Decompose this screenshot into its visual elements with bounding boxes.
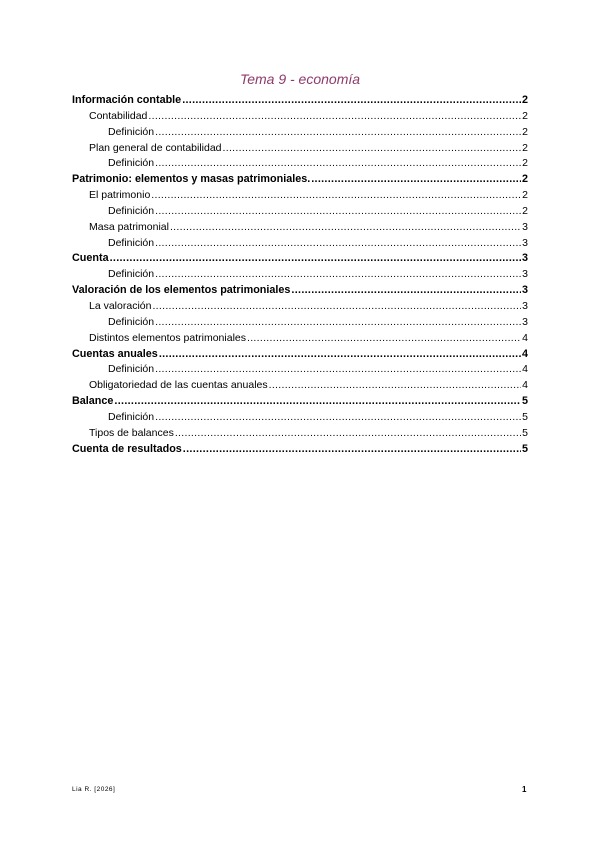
toc-entry-label: Patrimonio: elementos y masas patrimoniales. bbox=[72, 173, 311, 186]
toc-entry-page: 2 bbox=[522, 109, 528, 122]
toc-leader-dots bbox=[175, 426, 521, 442]
toc-entry-page: 4 bbox=[522, 363, 528, 376]
toc-entry-page: 5 bbox=[521, 395, 528, 408]
toc-entry-label: Definición bbox=[108, 157, 155, 170]
toc-entry[interactable] bbox=[72, 93, 528, 109]
toc-entry-page: 3 bbox=[522, 315, 528, 328]
toc-leader-dots bbox=[155, 204, 521, 220]
toc-leader-dots bbox=[223, 141, 522, 157]
toc-leader-dots bbox=[110, 251, 521, 267]
toc-entry[interactable] bbox=[72, 442, 528, 458]
toc-entry-label: La valoración bbox=[89, 299, 152, 312]
toc-entry[interactable] bbox=[72, 315, 528, 331]
toc-entry-page: 5 bbox=[522, 426, 528, 439]
toc-entry-page: 3 bbox=[522, 268, 528, 281]
toc-entry-label: Definición bbox=[108, 268, 155, 281]
toc-leader-dots bbox=[155, 315, 521, 331]
toc-entry-page: 2 bbox=[522, 204, 528, 217]
toc-entry[interactable] bbox=[72, 156, 528, 172]
toc-leader-dots bbox=[151, 188, 521, 204]
toc-entry[interactable] bbox=[72, 109, 528, 125]
toc-leader-dots bbox=[159, 347, 521, 363]
table-of-contents bbox=[72, 93, 528, 457]
toc-entry[interactable] bbox=[72, 267, 528, 283]
toc-entry-page: 2 bbox=[522, 141, 528, 154]
toc-entry-page: 3 bbox=[522, 299, 528, 312]
toc-leader-dots bbox=[311, 172, 521, 188]
toc-leader-dots bbox=[183, 442, 521, 458]
toc-entry-label: Distintos elementos patrimoniales bbox=[89, 331, 246, 344]
toc-entry[interactable] bbox=[72, 299, 528, 315]
toc-leader-dots bbox=[182, 93, 521, 109]
footer-author: Lia R. [2026] bbox=[72, 786, 116, 793]
toc-entry-label: Obligatoriedad de las cuentas anuales bbox=[89, 379, 268, 392]
toc-entry[interactable] bbox=[72, 125, 528, 141]
toc-entry-label: Masa patrimonial bbox=[89, 220, 169, 233]
toc-entry[interactable] bbox=[72, 331, 528, 347]
toc-entry-page: 2 bbox=[521, 94, 528, 106]
toc-entry-page: 2 bbox=[522, 189, 528, 202]
toc-entry-label: Definición bbox=[108, 236, 155, 249]
toc-entry[interactable] bbox=[72, 394, 528, 410]
toc-leader-dots bbox=[291, 283, 521, 299]
toc-entry-label: Cuentas anuales bbox=[72, 347, 158, 360]
toc-leader-dots bbox=[155, 362, 521, 378]
toc-entry-label: El patrimonio bbox=[89, 189, 151, 202]
toc-entry-label: Plan general de contabilidad bbox=[89, 141, 222, 154]
toc-entry[interactable] bbox=[72, 347, 528, 363]
toc-entry-page: 3 bbox=[522, 236, 528, 249]
toc-entry-label: Información contable bbox=[72, 94, 182, 106]
toc-leader-dots bbox=[152, 299, 521, 315]
toc-entry[interactable] bbox=[72, 426, 528, 442]
toc-entry-label: Balance bbox=[72, 395, 114, 408]
toc-entry-label: Definición bbox=[108, 315, 155, 328]
toc-leader-dots bbox=[247, 331, 521, 347]
toc-leader-dots bbox=[114, 394, 521, 410]
toc-leader-dots bbox=[148, 109, 521, 125]
toc-entry-label: Cuenta de resultados bbox=[72, 442, 182, 455]
toc-leader-dots bbox=[269, 378, 522, 394]
toc-leader-dots bbox=[155, 125, 521, 141]
toc-entry[interactable] bbox=[72, 236, 528, 252]
toc-entry[interactable] bbox=[72, 141, 528, 157]
toc-entry-page: 4 bbox=[522, 331, 528, 344]
document-title: Tema 9 - economía bbox=[239, 71, 361, 87]
toc-entry-page: 2 bbox=[522, 157, 528, 170]
toc-entry-page: 5 bbox=[521, 442, 528, 455]
toc-entry[interactable] bbox=[72, 362, 528, 378]
toc-leader-dots bbox=[170, 220, 521, 236]
footer-page-number: 1 bbox=[522, 785, 527, 794]
toc-leader-dots bbox=[155, 236, 521, 252]
toc-entry[interactable] bbox=[72, 204, 528, 220]
toc-entry-page: 4 bbox=[521, 347, 528, 360]
toc-entry[interactable] bbox=[72, 220, 528, 236]
toc-leader-dots bbox=[155, 156, 521, 172]
toc-entry-label: Valoración de los elementos patrimoniales bbox=[72, 284, 291, 297]
toc-entry[interactable] bbox=[72, 378, 528, 394]
toc-entry[interactable] bbox=[72, 283, 528, 299]
toc-entry[interactable] bbox=[72, 410, 528, 426]
toc-entry-label: Definición bbox=[108, 363, 155, 376]
toc-entry-label: Cuenta bbox=[72, 252, 109, 265]
toc-leader-dots bbox=[155, 267, 521, 283]
toc-entry[interactable] bbox=[72, 251, 528, 267]
toc-entry-label: Definición bbox=[108, 125, 155, 138]
toc-entry-page: 3 bbox=[521, 252, 528, 265]
toc-entry-page: 3 bbox=[521, 284, 528, 297]
toc-leader-dots bbox=[155, 410, 521, 426]
toc-entry[interactable] bbox=[72, 188, 528, 204]
toc-entry-page: 2 bbox=[522, 125, 528, 138]
toc-entry-page: 2 bbox=[521, 173, 528, 186]
toc-entry-label: Definición bbox=[108, 204, 155, 217]
toc-entry-page: 5 bbox=[522, 410, 528, 423]
toc-entry-page: 3 bbox=[522, 220, 528, 233]
toc-entry-label: Tipos de balances bbox=[89, 426, 174, 439]
toc-entry-label: Contabilidad bbox=[89, 109, 148, 122]
toc-entry[interactable] bbox=[72, 172, 528, 188]
toc-entry-page: 4 bbox=[522, 379, 528, 392]
toc-entry-label: Definición bbox=[108, 410, 155, 423]
